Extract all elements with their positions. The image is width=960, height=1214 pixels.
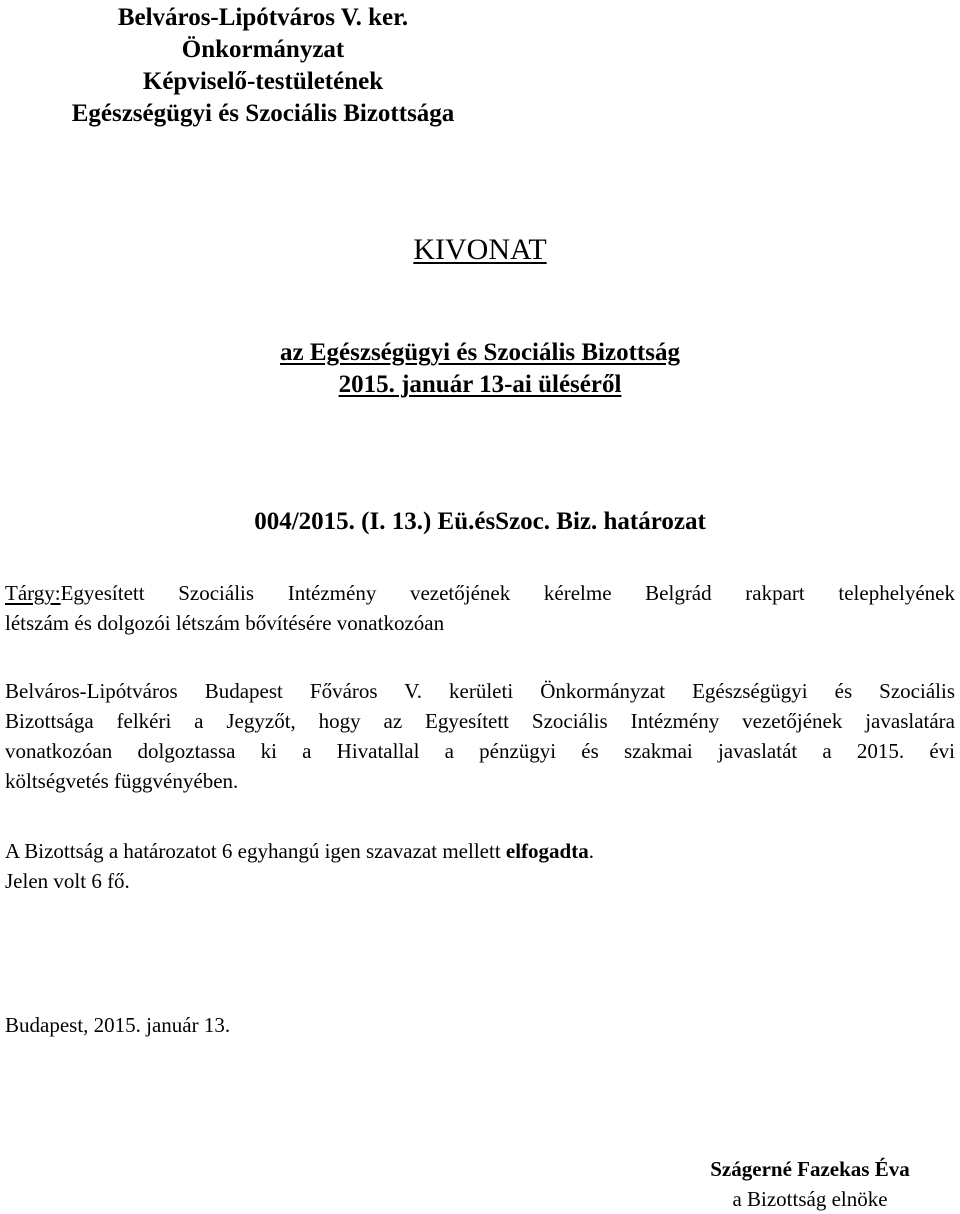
meeting-subtitle — [0, 337, 960, 401]
document-title — [0, 230, 960, 270]
body-line-3: vonatkozóan dolgoztassa ki a Hivatallal a pénzügyi és szakmai javaslatát a 2015. évi — [5, 739, 955, 763]
body-line-4: költségvetés függvényében. — [5, 769, 239, 793]
issuer-line-1: Belváros-Lipótváros V. ker. — [117, 4, 409, 31]
date-place: Budapest, 2015. január 13. — [5, 1013, 231, 1037]
issuer-line-4: Egészségügyi és Szociális Bizottsága — [71, 100, 455, 127]
signature-block — [690, 1154, 930, 1214]
signatory-name: Szágerné Fazekas Éva — [710, 1157, 910, 1181]
subject-line-2: létszám és dolgozói létszám bővítésére vonatkozóan — [5, 611, 445, 635]
attendance-line: Jelen volt 6 fő. — [5, 869, 130, 893]
subject-line-1: Tárgy:Egyesített Szociális Intézmény vezetőjének kérelme Belgrád rakpart telephelyének — [5, 581, 955, 605]
vote-outcome: elfogadta — [505, 839, 589, 863]
resolution-body — [5, 676, 955, 796]
meeting-subtitle-line-2: 2015. január 13-ai üléséről — [338, 371, 622, 398]
vote-line: A Bizottság a határozatot 6 egyhangú igen szavazat mellett elfogadta. — [5, 839, 594, 863]
vote-result — [5, 836, 594, 896]
subject-block — [5, 578, 955, 638]
subject-label: Tárgy: — [5, 581, 61, 605]
resolution-number: 004/2015. (I. 13.) Eü.ésSzoc. Biz. határozat — [254, 508, 706, 535]
body-line-2: Bizottsága felkéri a Jegyzőt, hogy az Egyesített Szociális Intézmény vezetőjének javaslatára — [5, 709, 955, 733]
document-title-text: KIVONAT — [413, 233, 547, 266]
issuer-header — [0, 2, 526, 130]
meeting-subtitle-line-1: az Egészségügyi és Szociális Bizottság — [280, 339, 680, 366]
body-line-1: Belváros-Lipótváros Budapest Főváros V. kerületi Önkormányzat Egészségügyi és Szociális — [5, 679, 955, 703]
issuer-line-3: Képviselő-testületének — [142, 68, 384, 95]
signatory-role: a Bizottság elnöke — [732, 1187, 888, 1211]
issuer-line-2: Önkormányzat — [181, 36, 345, 63]
